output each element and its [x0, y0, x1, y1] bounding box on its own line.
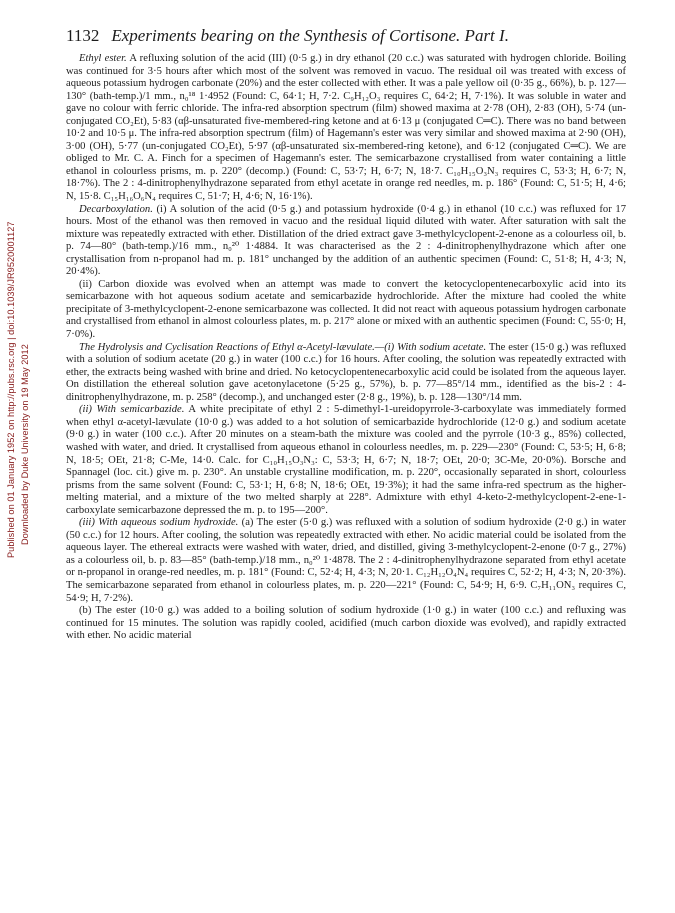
article-body — [66, 53, 626, 908]
paragraph-carbon-dioxide — [66, 279, 626, 342]
paragraph-hydrolysis-sodium-acetate — [66, 342, 626, 405]
paragraph-sodium-hydroxide-a — [66, 517, 626, 605]
paragraph-decarboxylation — [66, 204, 626, 279]
paragraph-lead: (iii) With aqueous sodium hydroxide. — [79, 517, 239, 529]
paragraph-text: (a) The ester (5·0 g.) was refluxed with a solution of sodium hydroxide (2·0 g.) in water (50 c.c.) for 12 hours. After cooling, the solution was repeatedly extracted with ether. No acidic material could be isolated from the aqueous layer. The ethereal extracts were washed with water, dried, and distilled, giving 3-methylcyclopent-2-enone (0·7 g., 27%) as a colourless oil, b. p. 83—85° (bath-temp.)/18 mm., n₀²⁰ 1·4878. The 2 : 4-dinitrophenylhydrazone separated from ethyl acetate or n-propanol in orange-red needles, m. p. 181° (Found: C, 52·4; H, 4·3; N, 20·1. C₁₂H₁₂O₄N₄ requires C, 52·2; H, 4·3; N, 20·3%). The semicarbazone separated from ethanol in colourless plates, m. p. 220—221° (Found: C, 54·9; H, 6·9. C₇H₁₁ON₃ requires C, 54·9; H, 7·2%). — [66, 517, 626, 604]
paragraph-text: (b) The ester (10·0 g.) was added to a boiling solution of sodium hydroxide (1·0 g.) in water (100 c.c.) and refluxing was continued for 15 minutes. The solution was rapidly cooled, acidified (much carbon dioxide was evolved), and rapidly extracted with ether. No acidic material — [66, 605, 626, 642]
left-margin-sidebar — [0, 0, 46, 913]
paragraph-ethyl-ester — [66, 53, 626, 204]
published-doi-line: Published on 01 January 1952 on http://pubs.rsc.org | doi:10.1039/JR9520001127 — [6, 221, 16, 558]
paragraph-text: A white precipitate of ethyl 2 : 5-dimethyl-1-ureidopyrrole-3-carboxylate was immediately formed when ethyl α-acetyl-lævulate (10·0 g.) was added to a hot solution of semicarbazide hydrochloride (12·0 g.) and sodium acetate (9·0 g.) in water (100 c.c.). After 20 minutes on a steam-bath the mixture was cooled and the pyrrole (10·3 g., 85%) collected, washed with water, and dried. It crystallised from aqueous ethanol in colourless needles, m. p. 229—230° (Found: C, 53·5; H, 6·8; N, 18·5; OEt, 21·8; C-Me, 14·0. Calc. for C₁₀H₁₅O₃N₃: C, 53·3; H, 6·7; N, 18·7; OEt, 20·0; 3C-Me, 20·0%). Borsche and Spannagel (loc. cit.) give m. p. 230°. An unstable crystalline modification, m. p. 220°, occasionally separated in short, colourless prisms from the same solvent (Found: C, 53·1; H, 6·8; N, 18·6; OEt, 19·3%); it had the same infra-red spectrum as the higher-melting material, and a mixture of the two melted sharply at 228°. Admixture with ethyl 4-keto-2-methylcyclopent-2-ene-1-carboxylate semicarbazone depressed the m. p. to 195—200°. — [66, 404, 626, 516]
paragraph-lead: (ii) With semicarbazide. — [79, 404, 185, 416]
paragraph-lead: The Hydrolysis and Cyclisation Reactions of Ethyl α-Acetyl-lævulate.—(i) With sodium acetate. — [79, 341, 487, 353]
paragraph-lead: Ethyl ester. — [79, 53, 127, 64]
running-title: Experiments bearing on the Synthesis of Cortisone. Part I. — [111, 26, 509, 45]
paragraph-text: The ester (15·0 g.) was refluxed with a solution of sodium acetate (20 g.) in water (100 c.c.) for 16 hours. After cooling, the solution was repeatedly extracted with ether, the extracts being washed with brine and dried. No ketocyclopentenecarboxylic acid could be isolated from the aqueous layer. On distillation the ethereal solution gave acetonylacetone (5·25 g., 57%), b. p. 77—85°/14 mm., identified as the bis-2 : 4-dinitrophenylhydrazone, m. p. 258° (decomp.), and unchanged ester (2·8 g., 19%), b. p. 128—130°/14 mm. — [66, 341, 626, 403]
paragraph-lead: Decarboxylation. — [79, 203, 153, 215]
page-number: 1132 — [66, 26, 100, 45]
paragraph-text: (i) A solution of the acid (0·5 g.) and potassium hydroxide (0·4 g.) in ethanol (10 c.c.) was refluxed for 17 hours. Most of the ethanol was then removed in vacuo and the residual liquid diluted with water. After saturation with salt the mixture was repeatedly extracted with ether. Distillation of the dried extract gave 3-methylcyclopent-2-enone as a colourless oil, b. p. 74—80° (bath-temp.)/16 mm., n₀²⁰ 1·4884. It was characterised as the 2 : 4-dinitrophenylhydrazone which after one crystallisation from n-propanol had m. p. 181° unchanged by the addition of an authentic specimen (Found: C, 51·8; H, 4·3; N, 20·4%). — [66, 203, 626, 278]
downloaded-line: Downloaded by Duke University on 19 May 2012 — [20, 344, 30, 545]
paragraph-text: A refluxing solution of the acid (III) (0·5 g.) in dry ethanol (20 c.c.) was saturated with hydrogen chloride. Boiling was continued for 3·5 hours after which most of the solvent was removed in vacuo. The residual oil was treated with excess of aqueous potassium hydrogen carbonate (20%) and the ester collected with ether. It was a pale yellow oil (0·35 g., 66%), b. p. 127—130° (bath-temp.)/1 mm., n₀¹⁸ 1·4952 (Found: C, 64·1; H, 7·2. C₉H₁₂O₃ requires C, 64·2; H, 7·1%). It was soluble in water and gave no colour with ferric chloride. The infra-red absorption spectrum (film) showed maxima at 2·78 (OH), 2·83 (OH), 5·74 (un-conjugated CO₂Et), 5·83 (αβ-unsaturated five-membered-ring ketone and at 6·13 μ (conjugated C═C). There was no band between 10·2 and 10·5 μ. The infra-red absorption spectrum (film) of Hagemann's ester was very similar and showed maxima at 2·90 (OH), 3·00 (OH), 5·77 (un-conjugated CO₂Et), 5·97 (αβ-unsaturated six-membered-ring ketone), and 6·12 (conjugated C═C). We are obliged to Mr. C. A. Finch for a specimen of Hagemann's ester. The semicarbazone crystallised from water containing a little ethanol in colourless prisms, m. p. 220° (decomp.) (Found: C, 53·7; H, 6·7; N, 18·7. C₁₀H₁₅O₃N₃ requires C, 53·3; H, 6·7; N, 18·7%). The 2 : 4-dinitrophenylhydrazone separated from ethyl acetate in orange red needles, m. p. 186° (Found: C, 51·5; H, 4·6; N, 15·8. C₁₅H₁₆O₆N₄ requires C, 51·7; H, 4·6; N, 16·1%). — [66, 53, 626, 203]
paragraph-text: (ii) Carbon dioxide was evolved when an attempt was made to convert the ketocyclopentenecarboxylic acid into its semicarbazone with hot aqueous sodium acetate and semicarbazide hydrochloride. After the mixture had cooled the white precipitate of 3-methylcyclopent-2-enone semicarbazone was collected. It did not react with aqueous potassium hydrogen carbonate and crystallised from ethanol in almost colourless plates, m. p. 217° alone or mixed with an authentic specimen (Found: C, 55·0; H, 7·0%). — [66, 278, 626, 341]
paragraph-semicarbazide — [66, 404, 626, 517]
paragraph-sodium-hydroxide-b — [66, 605, 626, 643]
running-header — [66, 26, 626, 50]
